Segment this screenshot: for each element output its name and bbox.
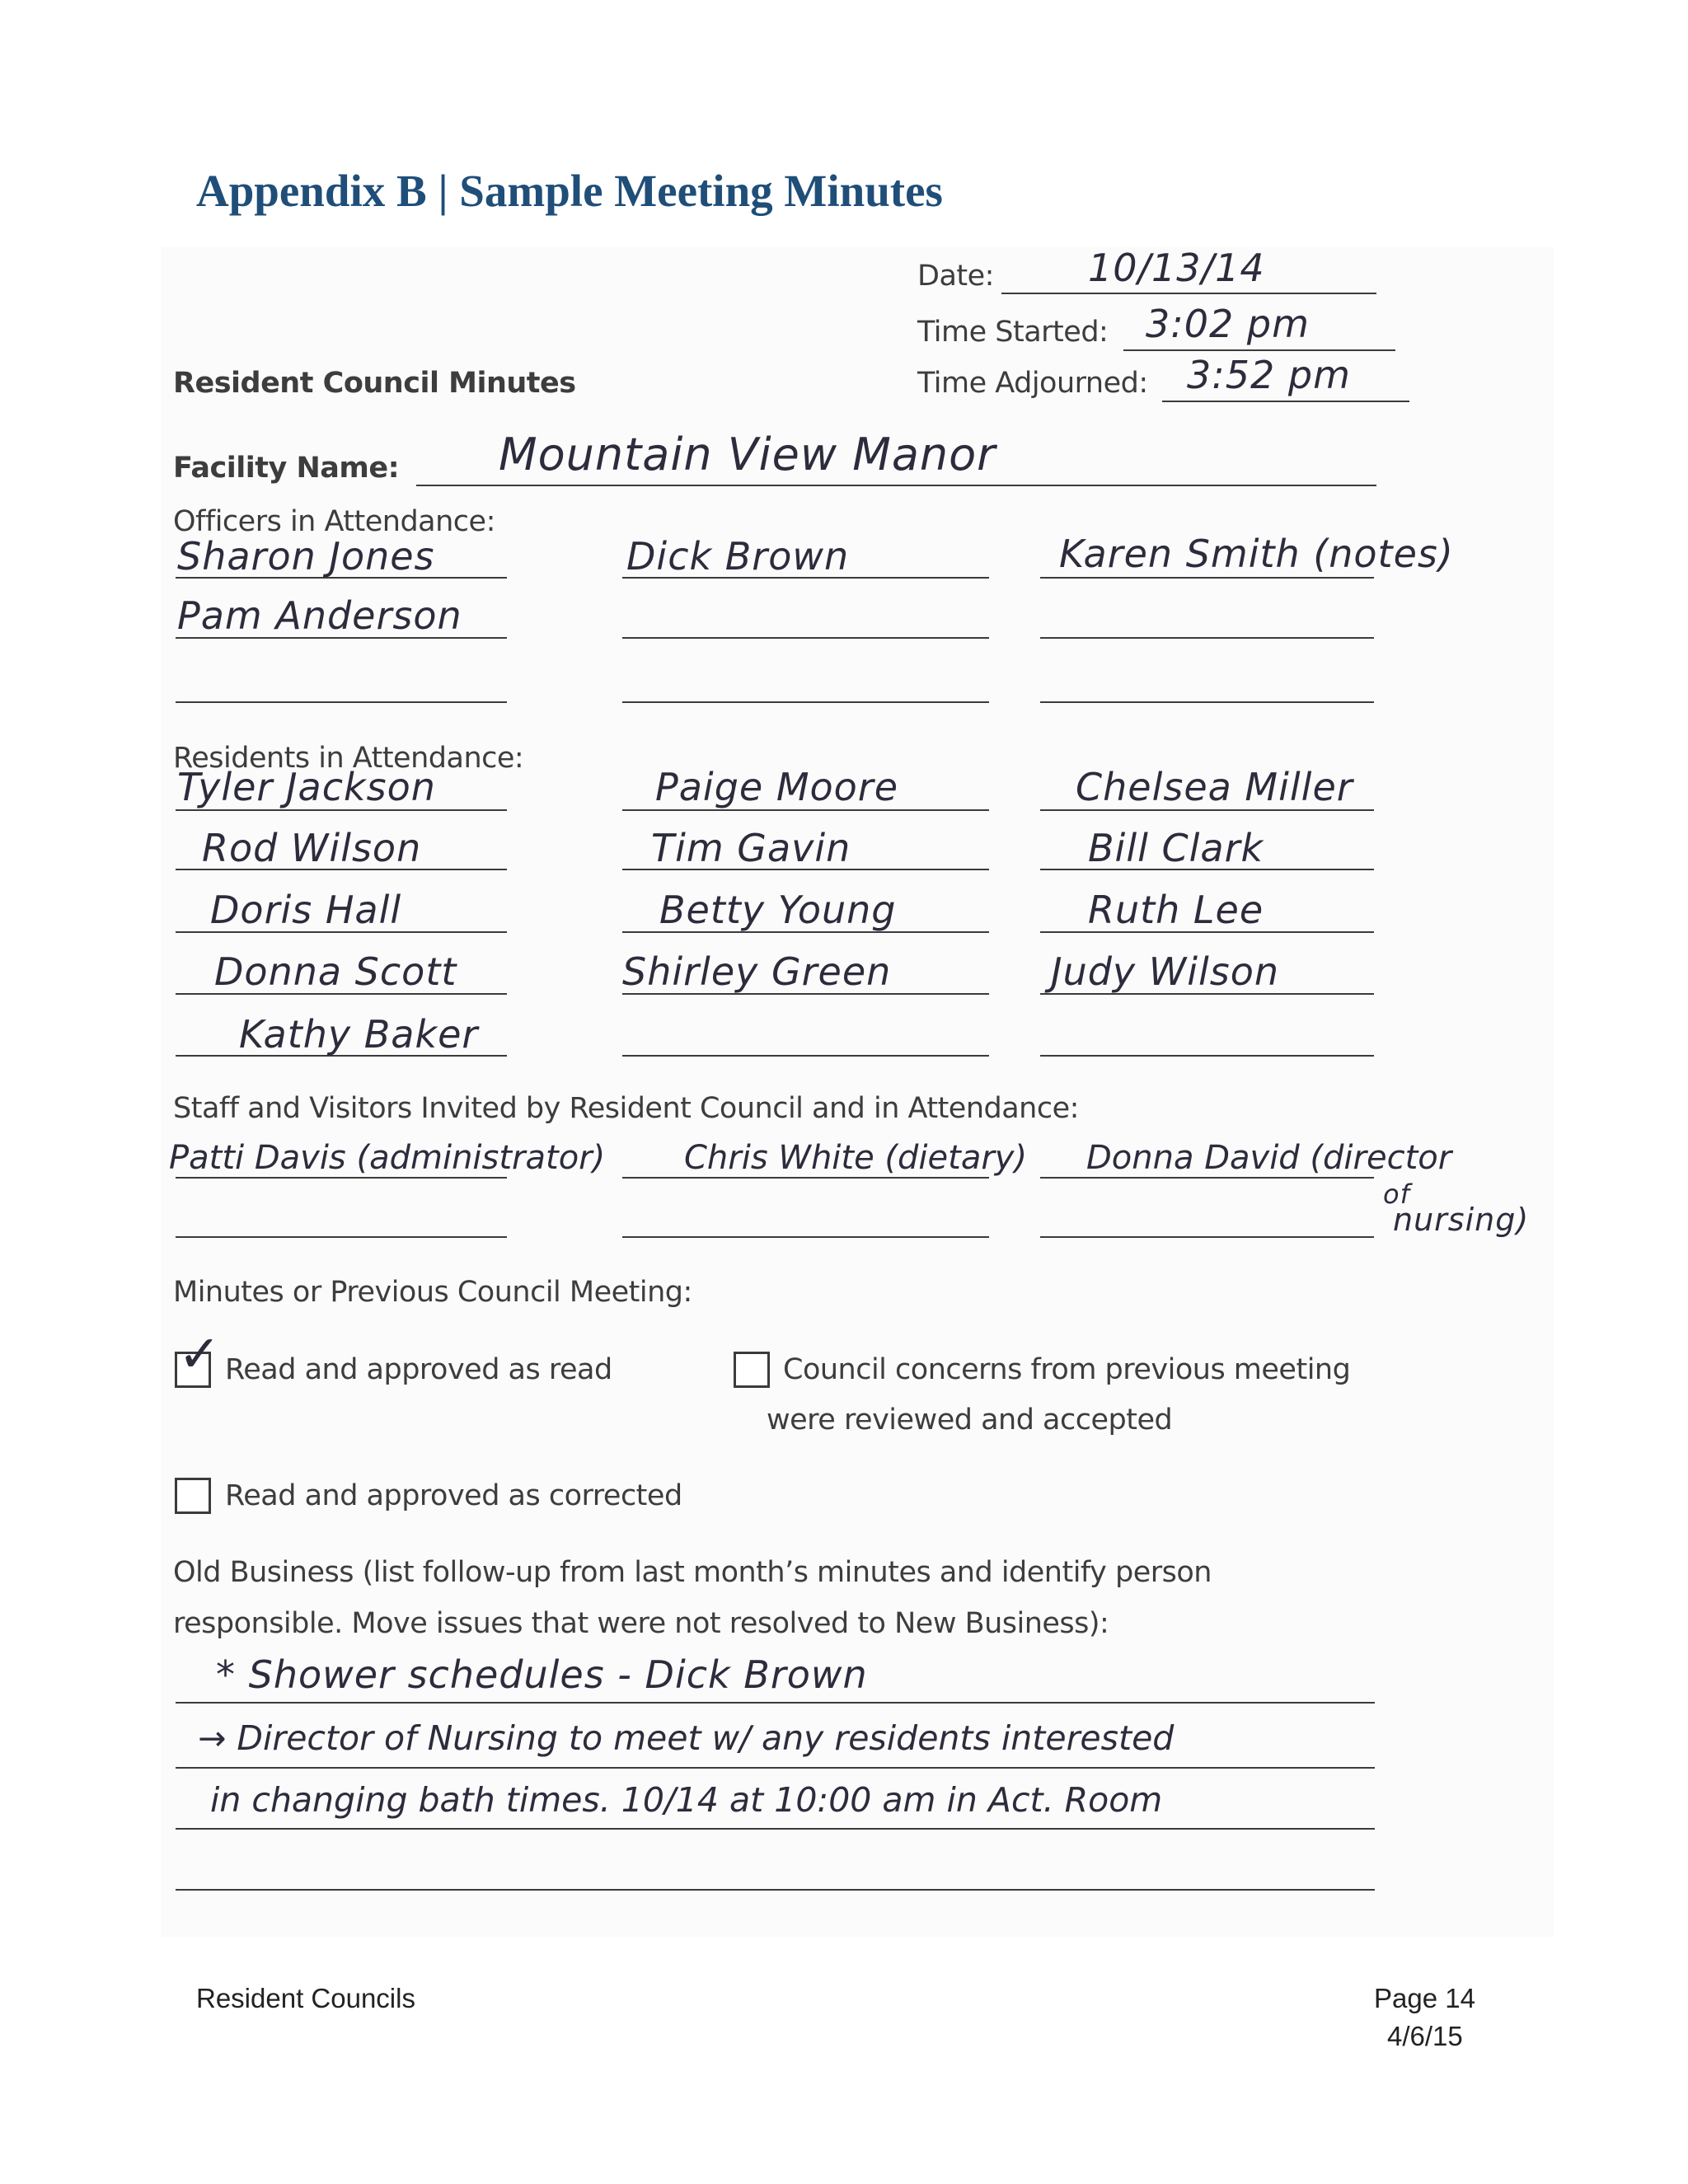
- time-adjourned-value: 3:52 pm: [1187, 353, 1351, 397]
- old-business-label-line2: responsible. Move issues that were not resolved to New Business):: [173, 1607, 1109, 1640]
- resident-name: Kathy Baker: [239, 1012, 479, 1057]
- resident-line: [622, 809, 989, 811]
- concerns-reviewed-label-line1: Council concerns from previous meeting: [783, 1353, 1351, 1386]
- residents-label: Residents in Attendance:: [173, 742, 524, 775]
- officer-line: [1040, 637, 1374, 639]
- time-started-line: [1123, 349, 1395, 351]
- read-corrected-label: Read and approved as corrected: [225, 1479, 682, 1512]
- officer-name: Pam Anderson: [177, 593, 462, 638]
- old-business-line: [176, 1702, 1375, 1704]
- footer-date: 4/6/15: [1387, 2021, 1463, 2051]
- old-business-entry: → Director of Nursing to meet w/ any residents interested: [198, 1718, 1175, 1758]
- staff-line: [176, 1177, 507, 1179]
- resident-name: Shirley Green: [622, 949, 892, 994]
- old-business-entry: * Shower schedules - Dick Brown: [216, 1652, 868, 1697]
- facility-line: [416, 485, 1376, 486]
- time-adjourned-line: [1162, 401, 1409, 402]
- resident-name: Rod Wilson: [202, 826, 422, 870]
- resident-line: [622, 1055, 989, 1057]
- resident-name: Tyler Jackson: [177, 765, 436, 809]
- resident-line: [176, 809, 507, 811]
- officer-name: Karen Smith (notes): [1059, 532, 1454, 576]
- page-heading: Appendix B | Sample Meeting Minutes: [196, 166, 943, 216]
- resident-line: [1040, 809, 1374, 811]
- facility-value: Mountain View Manor: [499, 429, 996, 480]
- staff-name: nursing): [1393, 1202, 1530, 1238]
- resident-name: Judy Wilson: [1051, 949, 1280, 994]
- officer-line: [622, 637, 989, 639]
- resident-name: Betty Young: [659, 888, 897, 932]
- staff-label: Staff and Visitors Invited by Resident Council and in Attendance:: [173, 1092, 1079, 1125]
- time-started-label: Time Started:: [917, 316, 1109, 349]
- resident-name: Paige Moore: [655, 765, 899, 809]
- officers-label: Officers in Attendance:: [173, 505, 495, 538]
- read-approved-label: Read and approved as read: [225, 1353, 612, 1386]
- officer-line: [176, 701, 507, 703]
- form-title: Resident Council Minutes: [173, 367, 576, 400]
- old-business-line: [176, 1767, 1375, 1769]
- officer-name: Sharon Jones: [177, 534, 435, 579]
- staff-line: [622, 1236, 989, 1238]
- old-business-line: [176, 1828, 1375, 1830]
- staff-line: [1040, 1177, 1374, 1179]
- staff-name: Chris White (dietary): [684, 1139, 1028, 1177]
- staff-name: Donna David (director: [1086, 1139, 1452, 1177]
- date-label: Date:: [917, 260, 994, 293]
- resident-name: Doris Hall: [210, 888, 402, 932]
- officer-line: [1040, 701, 1374, 703]
- officer-line: [1040, 577, 1374, 579]
- resident-name: Chelsea Miller: [1076, 765, 1353, 809]
- resident-name: Donna Scott: [214, 949, 457, 994]
- officer-line: [622, 701, 989, 703]
- footer-left: Resident Councils: [196, 1983, 415, 2013]
- old-business-line: [176, 1889, 1375, 1891]
- minutes-label: Minutes or Previous Council Meeting:: [173, 1276, 692, 1309]
- staff-line: [622, 1177, 989, 1179]
- staff-name: Patti Davis (administrator): [169, 1139, 606, 1177]
- resident-name: Tim Gavin: [651, 826, 851, 870]
- old-business-label-line1: Old Business (list follow-up from last month’s minutes and identify person: [173, 1556, 1212, 1589]
- checkmark-icon: ✓: [178, 1324, 221, 1384]
- staff-line: [176, 1236, 507, 1238]
- read-corrected-checkbox[interactable]: [175, 1478, 211, 1514]
- concerns-reviewed-label-line2: were reviewed and accepted: [767, 1404, 1173, 1436]
- time-adjourned-label: Time Adjourned:: [917, 367, 1148, 400]
- date-line: [1001, 293, 1376, 294]
- concerns-reviewed-checkbox[interactable]: [734, 1352, 770, 1388]
- staff-line: [1040, 1236, 1374, 1238]
- officer-name: Dick Brown: [626, 534, 850, 579]
- old-business-entry: in changing bath times. 10/14 at 10:00 am in Act. Room: [210, 1780, 1163, 1820]
- facility-label: Facility Name:: [173, 452, 400, 485]
- date-value: 10/13/14: [1088, 246, 1265, 290]
- footer-page-number: Page 14: [1374, 1983, 1475, 2013]
- resident-name: Bill Clark: [1088, 826, 1264, 870]
- resident-name: Ruth Lee: [1088, 888, 1264, 932]
- time-started-value: 3:02 pm: [1146, 302, 1310, 346]
- staff-name: of: [1383, 1179, 1410, 1210]
- resident-line: [1040, 1055, 1374, 1057]
